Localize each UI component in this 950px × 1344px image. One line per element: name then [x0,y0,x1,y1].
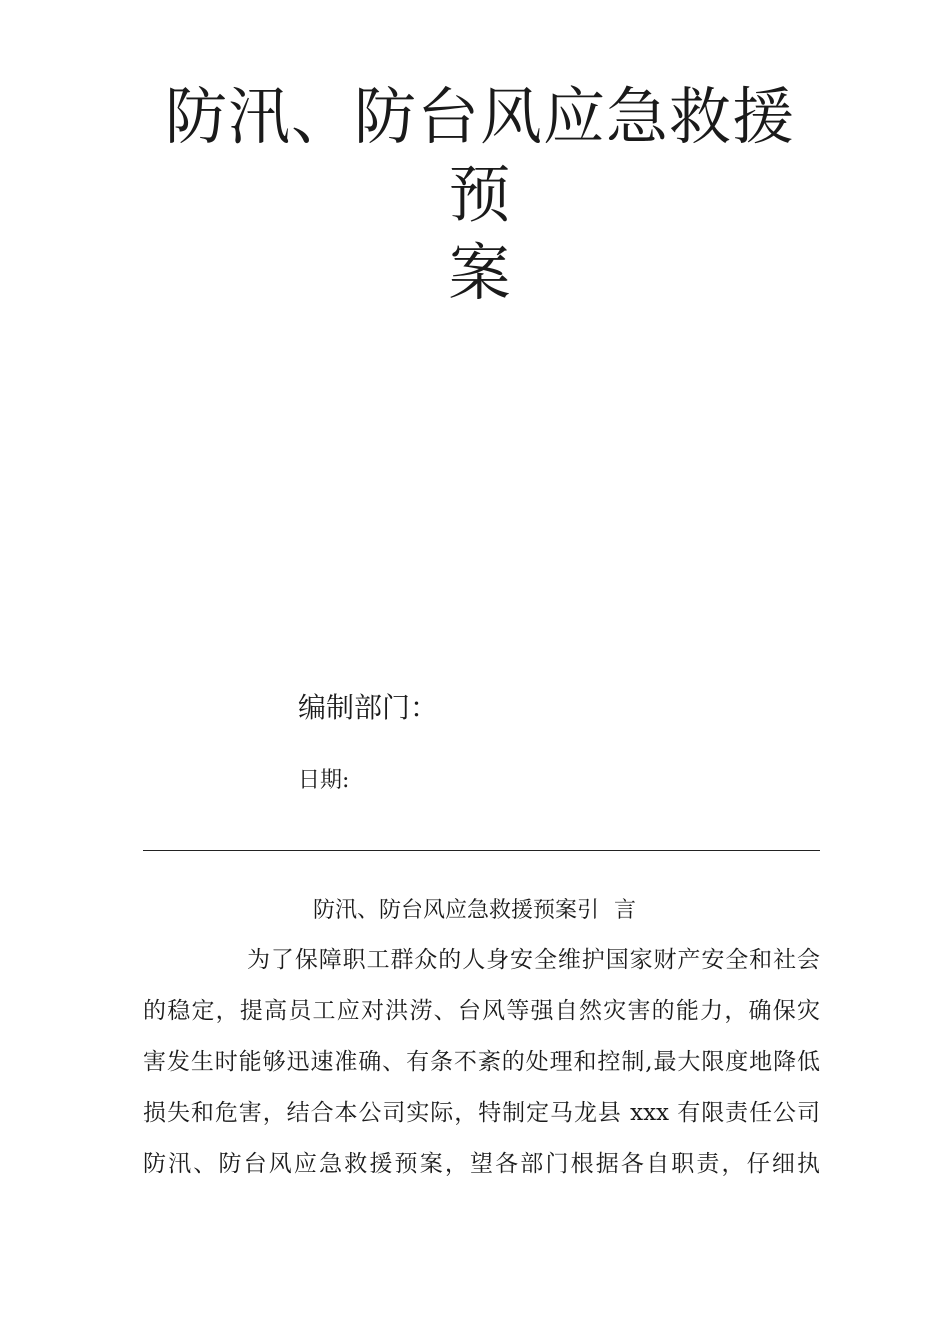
horizontal-divider [143,850,820,851]
document-title-line-2: 案 [448,236,512,309]
paragraph-line: 害发生时能够迅速准确、有条不紊的处理和控制,最大限度地降低 [143,1049,820,1075]
department-label: 编制部门： [298,691,439,724]
section-heading: 防汛、防台风应急救援预案引 言 [313,898,636,923]
document-title [150,78,810,312]
intro-paragraph [143,935,820,1190]
paragraph-line: 防汛、防台风应急救援预案，望各部门根据各自职责，仔细执 [143,1151,820,1177]
paragraph-line: 的稳定，提高员工应对洪涝、台风等强自然灾害的能力，确保灾 [143,998,820,1024]
document-title-line-1: 防汛、防台风应急救援预 [164,80,795,231]
paragraph-line: 为了保障职工群众的人身安全维护国家财产安全和社会 [247,947,820,973]
paragraph-line: 损失和危害，结合本公司实际，特制定马龙县 xxx 有限责任公司 [143,1100,820,1126]
date-label: 日期: [298,768,350,793]
